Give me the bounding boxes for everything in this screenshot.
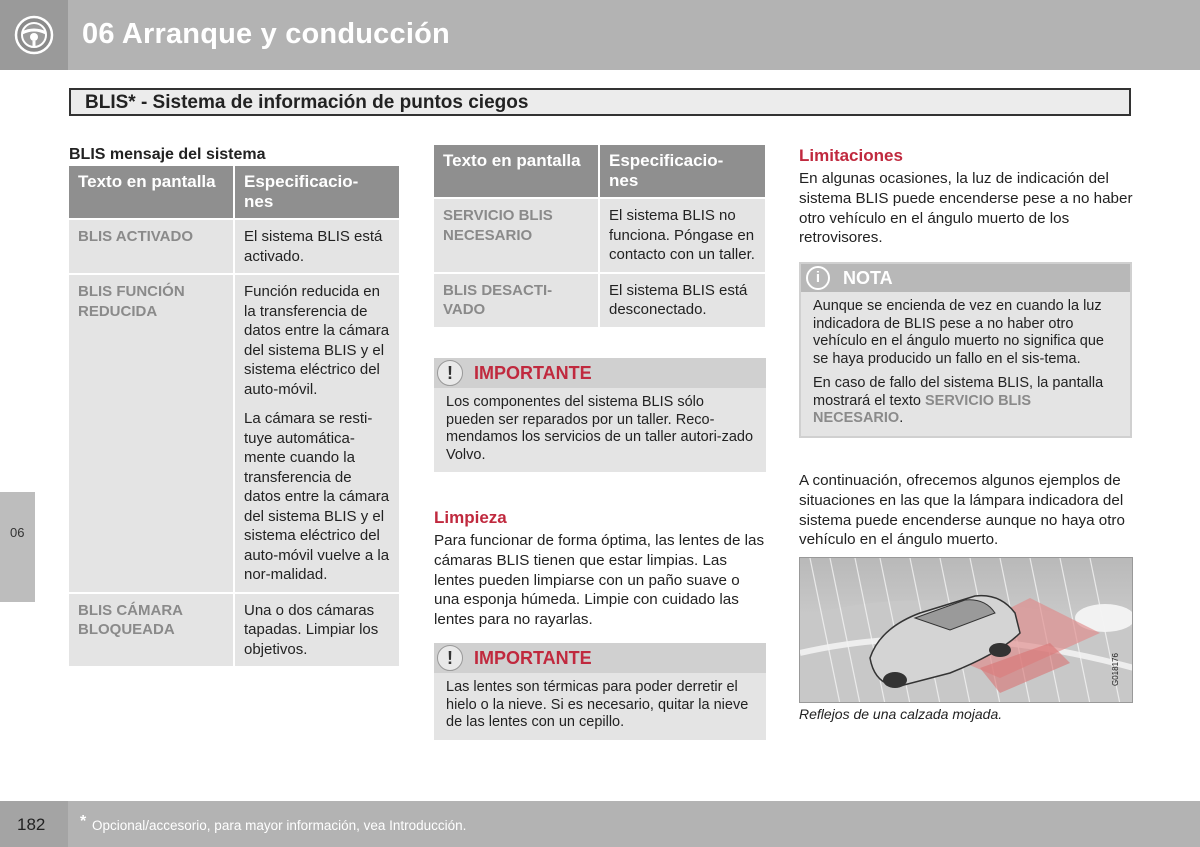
- cleaning-text: Para funcionar de forma óptima, las lentes de las cámaras BLIS tienen que estar limpias. Las lentes pueden limpiarse con un paño suave o una esponja húmeda. Limpie con cuidado las lentes para no rayarlas.: [434, 532, 765, 629]
- footnote-text: Opcional/accesorio, para mayor información, vea Introducción.: [92, 818, 467, 833]
- figure-caption: Reflejos de una calzada mojada.: [799, 706, 1003, 722]
- chapter-title: 06 Arranque y conducción: [82, 18, 450, 50]
- message-description: [599, 198, 765, 273]
- important-header: [434, 643, 766, 673]
- table-row: [434, 273, 765, 327]
- table-heading: BLIS mensaje del sistema: [69, 146, 266, 163]
- important-title: IMPORTANTE: [474, 363, 592, 383]
- steering-wheel-icon: [13, 15, 55, 55]
- note-paragraph: Aunque se encienda de vez en cuando la luz indicadora de BLIS pese a no haber otro vehículo en el ángulo muerto no significa que se haya producido un fallo en el sis-tema.: [813, 298, 1104, 367]
- chapter-side-tab: [0, 492, 35, 602]
- message-key: SERVICIO BLIS NECESARIO: [434, 198, 599, 273]
- important-notice-repair: [434, 358, 766, 472]
- info-icon: i: [806, 266, 830, 290]
- limitations-heading: Limitaciones: [799, 146, 903, 165]
- table-row: [434, 198, 765, 273]
- important-header: [434, 358, 766, 388]
- important-title: IMPORTANTE: [474, 648, 592, 668]
- column-header-specifications: Especificacio- nes: [234, 166, 399, 219]
- examples-text: A continuación, ofrecemos algunos ejemplos de situaciones en las que la lámpara indicadora del sistema puede encenderse aunque no haya otro vehículo en el ángulo muerto.: [799, 472, 1125, 549]
- message-key: BLIS ACTIVADO: [69, 219, 234, 274]
- description-paragraph: Una o dos cámaras tapadas. Limpiar los objetivos.: [244, 601, 379, 658]
- footnote-star: *: [80, 813, 87, 830]
- car-on-wet-road-illustration: [800, 558, 1133, 703]
- description-paragraph: El sistema BLIS no funciona. Póngase en contacto con un taller.: [609, 207, 755, 263]
- table-row: [69, 593, 399, 667]
- description-paragraph: El sistema BLIS está activado.: [244, 228, 383, 265]
- figure-code: G018176: [1111, 653, 1120, 686]
- section-title: BLIS* - Sistema de información de puntos ciegos: [85, 92, 529, 113]
- message-key: BLIS FUNCIÓN REDUCIDA: [69, 274, 234, 593]
- cleaning-heading: Limpieza: [434, 508, 507, 527]
- note-header: [801, 264, 1130, 292]
- message-description: [599, 273, 765, 327]
- system-messages-table-continued: [434, 145, 765, 327]
- page-number: 182: [17, 815, 46, 834]
- section-title-box: [69, 88, 1131, 116]
- wet-road-illustration: [799, 557, 1133, 703]
- chapter-side-tab-label: 06: [10, 525, 25, 540]
- message-description: [234, 593, 399, 667]
- note-emphasis: SERVICIO BLIS NECESARIO: [813, 392, 1032, 426]
- note-paragraph: [813, 375, 1118, 428]
- note-box: [799, 262, 1132, 438]
- table-row: [69, 219, 399, 274]
- column-header-display-text: Texto en pantalla: [434, 145, 599, 198]
- message-key: BLIS DESACTI-VADO: [434, 273, 599, 327]
- limitations-text: En algunas ocasiones, la luz de indicación del sistema BLIS puede encenderse pese a no haber otro vehículo en el ángulo muerto de los retrovisores.: [799, 170, 1133, 247]
- system-messages-table: [69, 166, 399, 666]
- warning-exclamation-icon: !: [437, 360, 463, 386]
- description-paragraph: Función reducida en la transferencia de datos entre la cámara del sistema BLIS y el sistema eléctrico del auto-móvil.: [244, 283, 390, 398]
- column-header-specifications: Especificacio- nes: [599, 145, 765, 198]
- chapter-icon-box: [0, 0, 68, 70]
- note-body: [801, 292, 1130, 436]
- note-text: En caso de fallo del sistema BLIS, la pantalla mostrará el texto: [813, 375, 1104, 409]
- note-title: NOTA: [843, 268, 893, 288]
- warning-exclamation-icon: !: [437, 645, 463, 671]
- important-notice-heating: [434, 643, 766, 740]
- note-text: .: [899, 410, 904, 426]
- message-key: BLIS CÁMARA BLOQUEADA: [69, 593, 234, 667]
- description-paragraph: El sistema BLIS está desconectado.: [609, 281, 748, 318]
- description-paragraph: La cámara se resti-tuye automática-mente cuando la transferencia de datos entre la cámara del sistema BLIS y el sistema eléctrico del auto-móvil vuelve a la nor-malidad.: [244, 410, 390, 583]
- important-body: Las lentes son térmicas para poder derretir el hielo o la nieve. Si es necesario, quitar la nieve de las lentes con un cepillo.: [446, 679, 749, 730]
- important-body: Los componentes del sistema BLIS sólo pueden ser reparados por un taller. Reco-mendamos los servicios de un taller autori-zado Volvo.: [446, 394, 754, 463]
- table-row: [69, 274, 399, 593]
- column-header-display-text: Texto en pantalla: [69, 166, 234, 219]
- message-description: [234, 274, 399, 593]
- message-description: [234, 219, 399, 274]
